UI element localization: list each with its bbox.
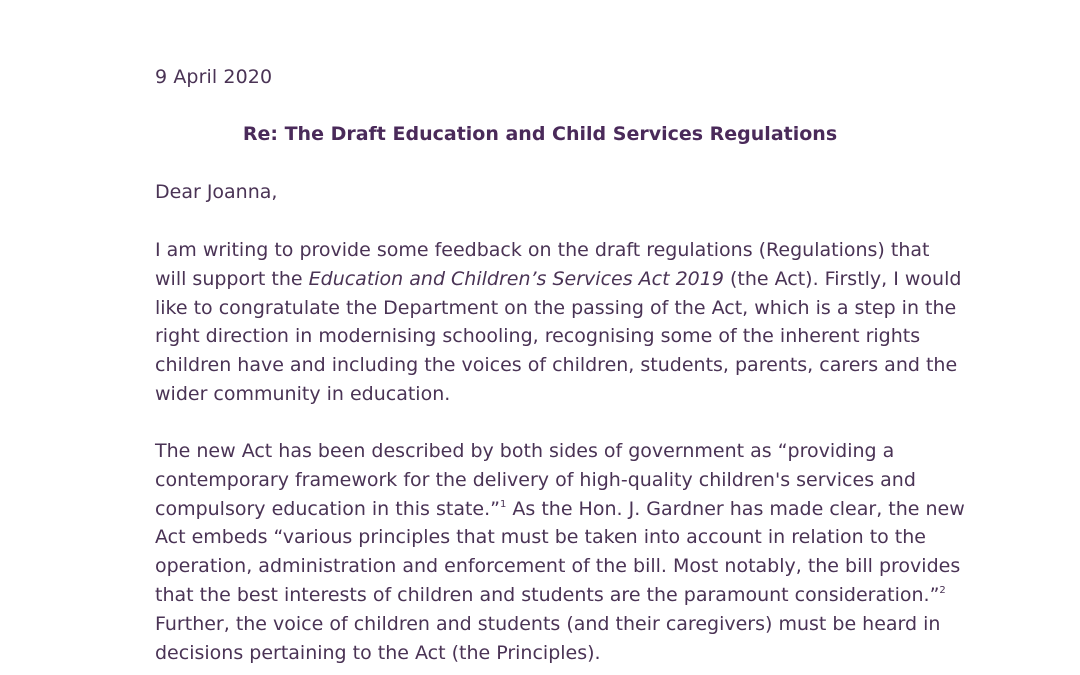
act-title-italic: Education and Children’s Services Act 2019 [308, 267, 724, 290]
letter-salutation: Dear Joanna, [155, 181, 278, 203]
letter-subject-heading: Re: The Draft Education and Child Services Regulations [242, 123, 838, 145]
paragraph-line [155, 581, 945, 610]
paragraph-line [155, 265, 962, 294]
paragraph-line: right direction in modernising schooling, recognising some of the inherent rights [155, 325, 921, 348]
paragraph-line: Further, the voice of children and students (and their caregivers) must be heard in [155, 612, 941, 635]
paragraph-line [155, 495, 965, 524]
paragraph-line: decisions pertaining to the Act (the Principles). [155, 641, 601, 664]
letter-date: 9 April 2020 [155, 66, 273, 88]
paragraph-line: operation, administration and enforcement of the bill. Most notably, the bill provides [155, 555, 961, 578]
paragraph-line: children have and including the voices of children, students, parents, carers and the [155, 354, 958, 377]
paragraph-line: Act embeds “various principles that must be taken into account in relation to the [155, 526, 926, 549]
text-run: that the best interests of children and students are the paramount consideration.” [155, 583, 940, 606]
paragraph-line: The new Act has been described by both sides of government as “providing a [155, 440, 895, 462]
text-run: (the Act). Firstly, I would [723, 267, 962, 290]
footnote-ref-1[interactable]: 1 [499, 498, 507, 510]
paragraph-line: contemporary framework for the delivery of high-quality children's services and [155, 468, 916, 491]
paragraph-line: like to congratulate the Department on the passing of the Act, which is a step in the [155, 296, 957, 319]
paragraph-1 [155, 236, 962, 409]
paragraph-line: wider community in education. [155, 382, 451, 405]
text-run: will support the [155, 267, 309, 290]
paragraph-2 [155, 437, 965, 667]
text-run: compulsory education in this state.” [155, 497, 500, 520]
footnote-ref-2[interactable]: 2 [939, 584, 946, 596]
text-run: As the Hon. J. Gardner has made clear, the new [506, 497, 965, 520]
paragraph-line: I am writing to provide some feedback on the draft regulations (Regulations) that [155, 239, 930, 261]
